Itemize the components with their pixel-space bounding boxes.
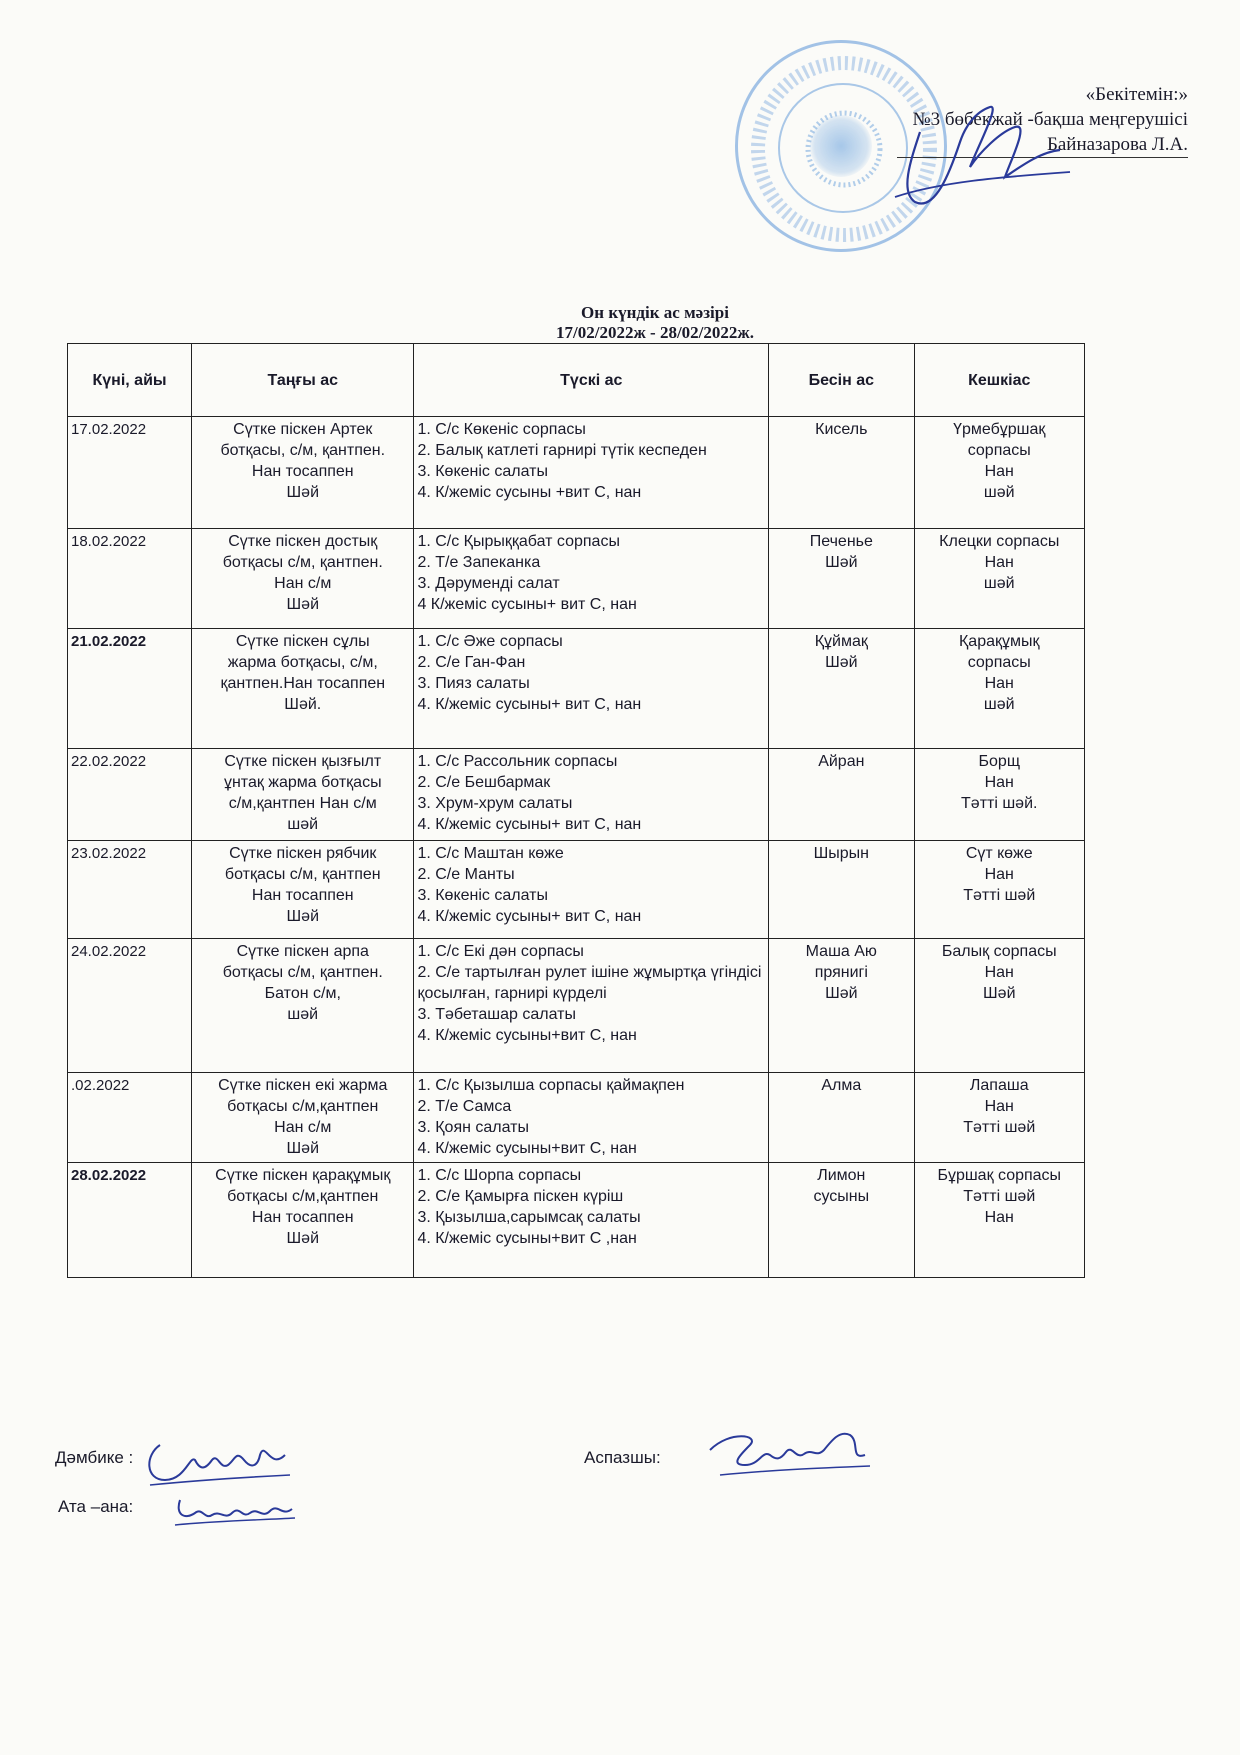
lunch-line: 2. Т/е Самса (417, 1098, 512, 1115)
lunch-line: 2. С/е тартылған рулет ішіне жұмыртқа үгіндісі қосылған, гарнирі күрделі (417, 964, 762, 1002)
breakfast-line: ботқасы с/м,қантпен (227, 1188, 379, 1205)
dinner-line: Клецки сорпасы (939, 533, 1060, 550)
lunch-line: 1. С/с Көкеніс сорпасы (417, 421, 586, 438)
lunch-cell (414, 841, 769, 939)
lunch-line: 4. К/жеміс сусыны+ вит С, нан (417, 908, 642, 925)
snack-line: прянигі (814, 964, 868, 981)
taster-label: Дәмбике : (55, 1448, 134, 1467)
breakfast-line: ботқасы с/м, қантпен (224, 866, 381, 883)
dinner-line: Нан (984, 1209, 1014, 1226)
date-text: 21.02.2022 (71, 633, 147, 650)
dinner-line: сорпасы (967, 654, 1031, 671)
lunch-line: 1. С/с Қызылша сорпасы қаймақпен (417, 1077, 685, 1094)
breakfast-line: Сүтке піскен достық (228, 533, 378, 550)
parent-signature (170, 1485, 300, 1535)
date-text: 24.02.2022 (71, 943, 147, 960)
snack-line: Маша Аю (805, 943, 877, 960)
snack-line: Шәй (825, 654, 858, 671)
breakfast-line: Сүтке піскен арпа (236, 943, 369, 960)
breakfast-line: Шәй (286, 1230, 320, 1247)
lunch-cell (414, 529, 769, 629)
breakfast-line: Сүтке піскен рябчик (229, 845, 377, 862)
snack-cell (769, 1073, 914, 1163)
date-text: 23.02.2022 (71, 845, 147, 862)
lunch-line: 1. С/с Рассольник сорпасы (417, 753, 618, 770)
dinner-line: Қарақұмық (958, 633, 1040, 650)
table-row (68, 417, 1085, 529)
breakfast-line: Нан тосаппен (251, 887, 354, 904)
lunch-line: 4 К/жеміс сусыны+ вит С, нан (417, 596, 637, 613)
table-row (68, 939, 1085, 1073)
dinner-cell (914, 1073, 1085, 1163)
snack-line: Құймақ (814, 633, 868, 650)
dinner-line: Нан (984, 964, 1014, 981)
dinner-line: Шәй (983, 985, 1016, 1002)
menu-table-body (68, 417, 1085, 1278)
lunch-line: 4. К/жеміс сусыны+вит С ,нан (417, 1230, 637, 1247)
breakfast-line: шәй (287, 1006, 319, 1023)
dinner-line: шәй (983, 696, 1015, 713)
table-row (68, 529, 1085, 629)
breakfast-line: ботқасы с/м, қантпен. (222, 964, 383, 981)
menu-table (67, 343, 1085, 1278)
date-cell (68, 749, 192, 841)
dinner-line: Борщ (978, 753, 1020, 770)
lunch-line: 2. Балық катлеті гарнирі түтік кеспеден (417, 442, 707, 459)
dinner-line: Нан (984, 463, 1014, 480)
lunch-line: 2. С/е Манты (417, 866, 515, 883)
lunch-line: 2. Т/е Запеканка (417, 554, 541, 571)
lunch-line: 3. Қызылша,сарымсақ салаты (417, 1209, 641, 1226)
breakfast-line: Сүтке піскен сұлы (235, 633, 370, 650)
breakfast-cell (192, 1073, 414, 1163)
snack-cell (769, 629, 914, 749)
breakfast-line: Шәй (286, 596, 320, 613)
dinner-line: Тәтті шәй (963, 1188, 1036, 1205)
lunch-line: 4. К/жеміс сусыны+ вит С, нан (417, 696, 642, 713)
breakfast-cell (192, 841, 414, 939)
breakfast-line: Нан тосаппен (251, 1209, 354, 1226)
menu-period: 17/02/2022ж - 28/02/2022ж. (556, 323, 754, 342)
breakfast-cell (192, 939, 414, 1073)
breakfast-line: ұнтақ жарма ботқасы (223, 774, 382, 791)
lunch-line: 4. К/жеміс сусыны+вит С, нан (417, 1027, 637, 1044)
lunch-cell (414, 939, 769, 1073)
breakfast-line: Шәй (286, 908, 320, 925)
cook-signature (700, 1420, 880, 1490)
lunch-line: 4. К/жеміс сусыны +вит С, нан (417, 484, 642, 501)
lunch-cell (414, 749, 769, 841)
date-text: 22.02.2022 (71, 753, 147, 770)
snack-line: Шәй (825, 554, 858, 571)
date-cell (68, 1163, 192, 1278)
table-row (68, 1163, 1085, 1278)
lunch-cell (414, 417, 769, 529)
header-breakfast: Таңғы ас (192, 344, 414, 417)
dinner-line: шәй (983, 484, 1015, 501)
lunch-line: 3. Қоян салаты (417, 1119, 529, 1136)
dinner-line: Нан (984, 866, 1014, 883)
approval-name: Байназарова Л.А. (897, 132, 1188, 158)
snack-line: сусыны (813, 1188, 870, 1205)
breakfast-line: Шәй. (284, 696, 322, 713)
dinner-line: Балық сорпасы (941, 943, 1057, 960)
lunch-line: 4. К/жеміс сусыны+вит С, нан (417, 1140, 637, 1157)
dinner-line: шәй (983, 575, 1015, 592)
table-header-row (68, 344, 1085, 417)
header-lunch: Түскі ас (414, 344, 769, 417)
lunch-line: 1. С/с Әже сорпасы (417, 633, 563, 650)
date-cell (68, 629, 192, 749)
lunch-line: 3. Көкеніс салаты (417, 463, 548, 480)
breakfast-line: Батон с/м, (264, 985, 341, 1002)
table-row (68, 1073, 1085, 1163)
header-snack: Бесін ас (769, 344, 914, 417)
date-text: 28.02.2022 (71, 1167, 147, 1184)
parent-label: Ата –ана: (58, 1497, 134, 1516)
director-signature (880, 72, 1080, 222)
dinner-cell (914, 841, 1085, 939)
date-cell (68, 417, 192, 529)
cook-label: Аспазшы: (584, 1448, 661, 1467)
dinner-line: Тәтті шәй (963, 1119, 1036, 1136)
breakfast-line: Шәй (286, 1140, 320, 1157)
breakfast-line: Сүтке піскен қарақұмық (215, 1167, 391, 1184)
dinner-line: Бұршақ сорпасы (937, 1167, 1062, 1184)
snack-cell (769, 417, 914, 529)
snack-line: Печенье (809, 533, 873, 550)
snack-cell (769, 749, 914, 841)
breakfast-line: Нан тосаппен (251, 463, 354, 480)
snack-cell (769, 529, 914, 629)
breakfast-line: ботқасы с/м,қантпен (227, 1098, 379, 1115)
snack-cell (769, 939, 914, 1073)
breakfast-line: Сүтке піскен Артек (233, 421, 373, 438)
lunch-line: 2. С/е Ган-Фан (417, 654, 526, 671)
dinner-cell (914, 939, 1085, 1073)
dinner-line: Нан (984, 554, 1014, 571)
date-cell (68, 841, 192, 939)
dinner-line: Нан (984, 1098, 1014, 1115)
dinner-cell (914, 629, 1085, 749)
lunch-line: 3. Хрум-хрум салаты (417, 795, 573, 812)
snack-line: Айран (818, 753, 865, 770)
breakfast-line: Сүтке піскен қызғылт (224, 753, 382, 770)
lunch-line: 1. С/с Шорпа сорпасы (417, 1167, 582, 1184)
breakfast-line: ботқасы, с/м, қантпен. (220, 442, 386, 459)
dinner-line: Нан (984, 675, 1014, 692)
dinner-line: Нан (984, 774, 1014, 791)
breakfast-line: жарма ботқасы, с/м, (227, 654, 378, 671)
approval-position: №3 бөбекжай -бақша меңгерушісі (912, 109, 1188, 130)
lunch-line: 3. Дәруменді салат (417, 575, 560, 592)
table-row (68, 629, 1085, 749)
breakfast-line: қантпен.Нан тосаппен (220, 675, 386, 692)
lunch-line: 1. С/с Маштан көже (417, 845, 564, 862)
snack-line: Лимон (817, 1167, 866, 1184)
snack-line: Шәй (825, 985, 858, 1002)
lunch-cell (414, 629, 769, 749)
dinner-cell (914, 749, 1085, 841)
menu-title (0, 303, 1240, 343)
date-cell (68, 529, 192, 629)
dinner-line: Үрмебұршақ (953, 421, 1046, 438)
snack-cell (769, 1163, 914, 1278)
breakfast-cell (192, 1163, 414, 1278)
breakfast-line: шәй (287, 816, 319, 833)
lunch-cell (414, 1073, 769, 1163)
date-cell (68, 1073, 192, 1163)
breakfast-line: ботқасы с/м, қантпен. (222, 554, 383, 571)
dinner-cell (914, 529, 1085, 629)
approval-title: «Бекітемін:» (1085, 84, 1188, 105)
dinner-cell (914, 1163, 1085, 1278)
breakfast-cell (192, 529, 414, 629)
breakfast-line: Сүтке піскен екі жарма (218, 1077, 388, 1094)
lunch-line: 3. Көкеніс салаты (417, 887, 548, 904)
table-row (68, 749, 1085, 841)
lunch-line: 1. С/с Екі дән сорпасы (417, 943, 584, 960)
dinner-line: Тәтті шәй (963, 887, 1036, 904)
breakfast-line: Нан с/м (274, 575, 332, 592)
header-date: Күні, айы (68, 344, 192, 417)
lunch-line: 4. К/жеміс сусыны+ вит С, нан (417, 816, 642, 833)
snack-line: Шырын (813, 845, 870, 862)
date-text: 17.02.2022 (71, 421, 147, 438)
dinner-cell (914, 417, 1085, 529)
breakfast-line: Шәй (286, 484, 320, 501)
lunch-line: 1. С/с Қырыққабат сорпасы (417, 533, 620, 550)
dinner-line: сорпасы (967, 442, 1031, 459)
lunch-cell (414, 1163, 769, 1278)
snack-cell (769, 841, 914, 939)
breakfast-cell (192, 417, 414, 529)
lunch-line: 3. Пияз салаты (417, 675, 530, 692)
breakfast-line: Нан с/м (274, 1119, 332, 1136)
lunch-line: 3. Тәбеташар салаты (417, 1006, 576, 1023)
snack-line: Алма (821, 1077, 862, 1094)
dinner-line: Тәтті шәй. (961, 795, 1038, 812)
breakfast-cell (192, 629, 414, 749)
date-cell (68, 939, 192, 1073)
date-text: .02.2022 (71, 1077, 130, 1094)
snack-line: Кисель (815, 421, 868, 438)
breakfast-cell (192, 749, 414, 841)
lunch-line: 2. С/е Қамырға піскен күріш (417, 1188, 624, 1205)
dinner-line: Сүт көже (965, 845, 1033, 862)
date-text: 18.02.2022 (71, 533, 147, 550)
breakfast-line: с/м,қантпен Нан с/м (228, 795, 377, 812)
dinner-line: Лапаша (969, 1077, 1029, 1094)
header-dinner: Кешкіас (914, 344, 1085, 417)
table-row (68, 841, 1085, 939)
menu-title-line1: Он күндік ас мәзірі (581, 303, 729, 322)
lunch-line: 2. С/е Бешбармак (417, 774, 551, 791)
